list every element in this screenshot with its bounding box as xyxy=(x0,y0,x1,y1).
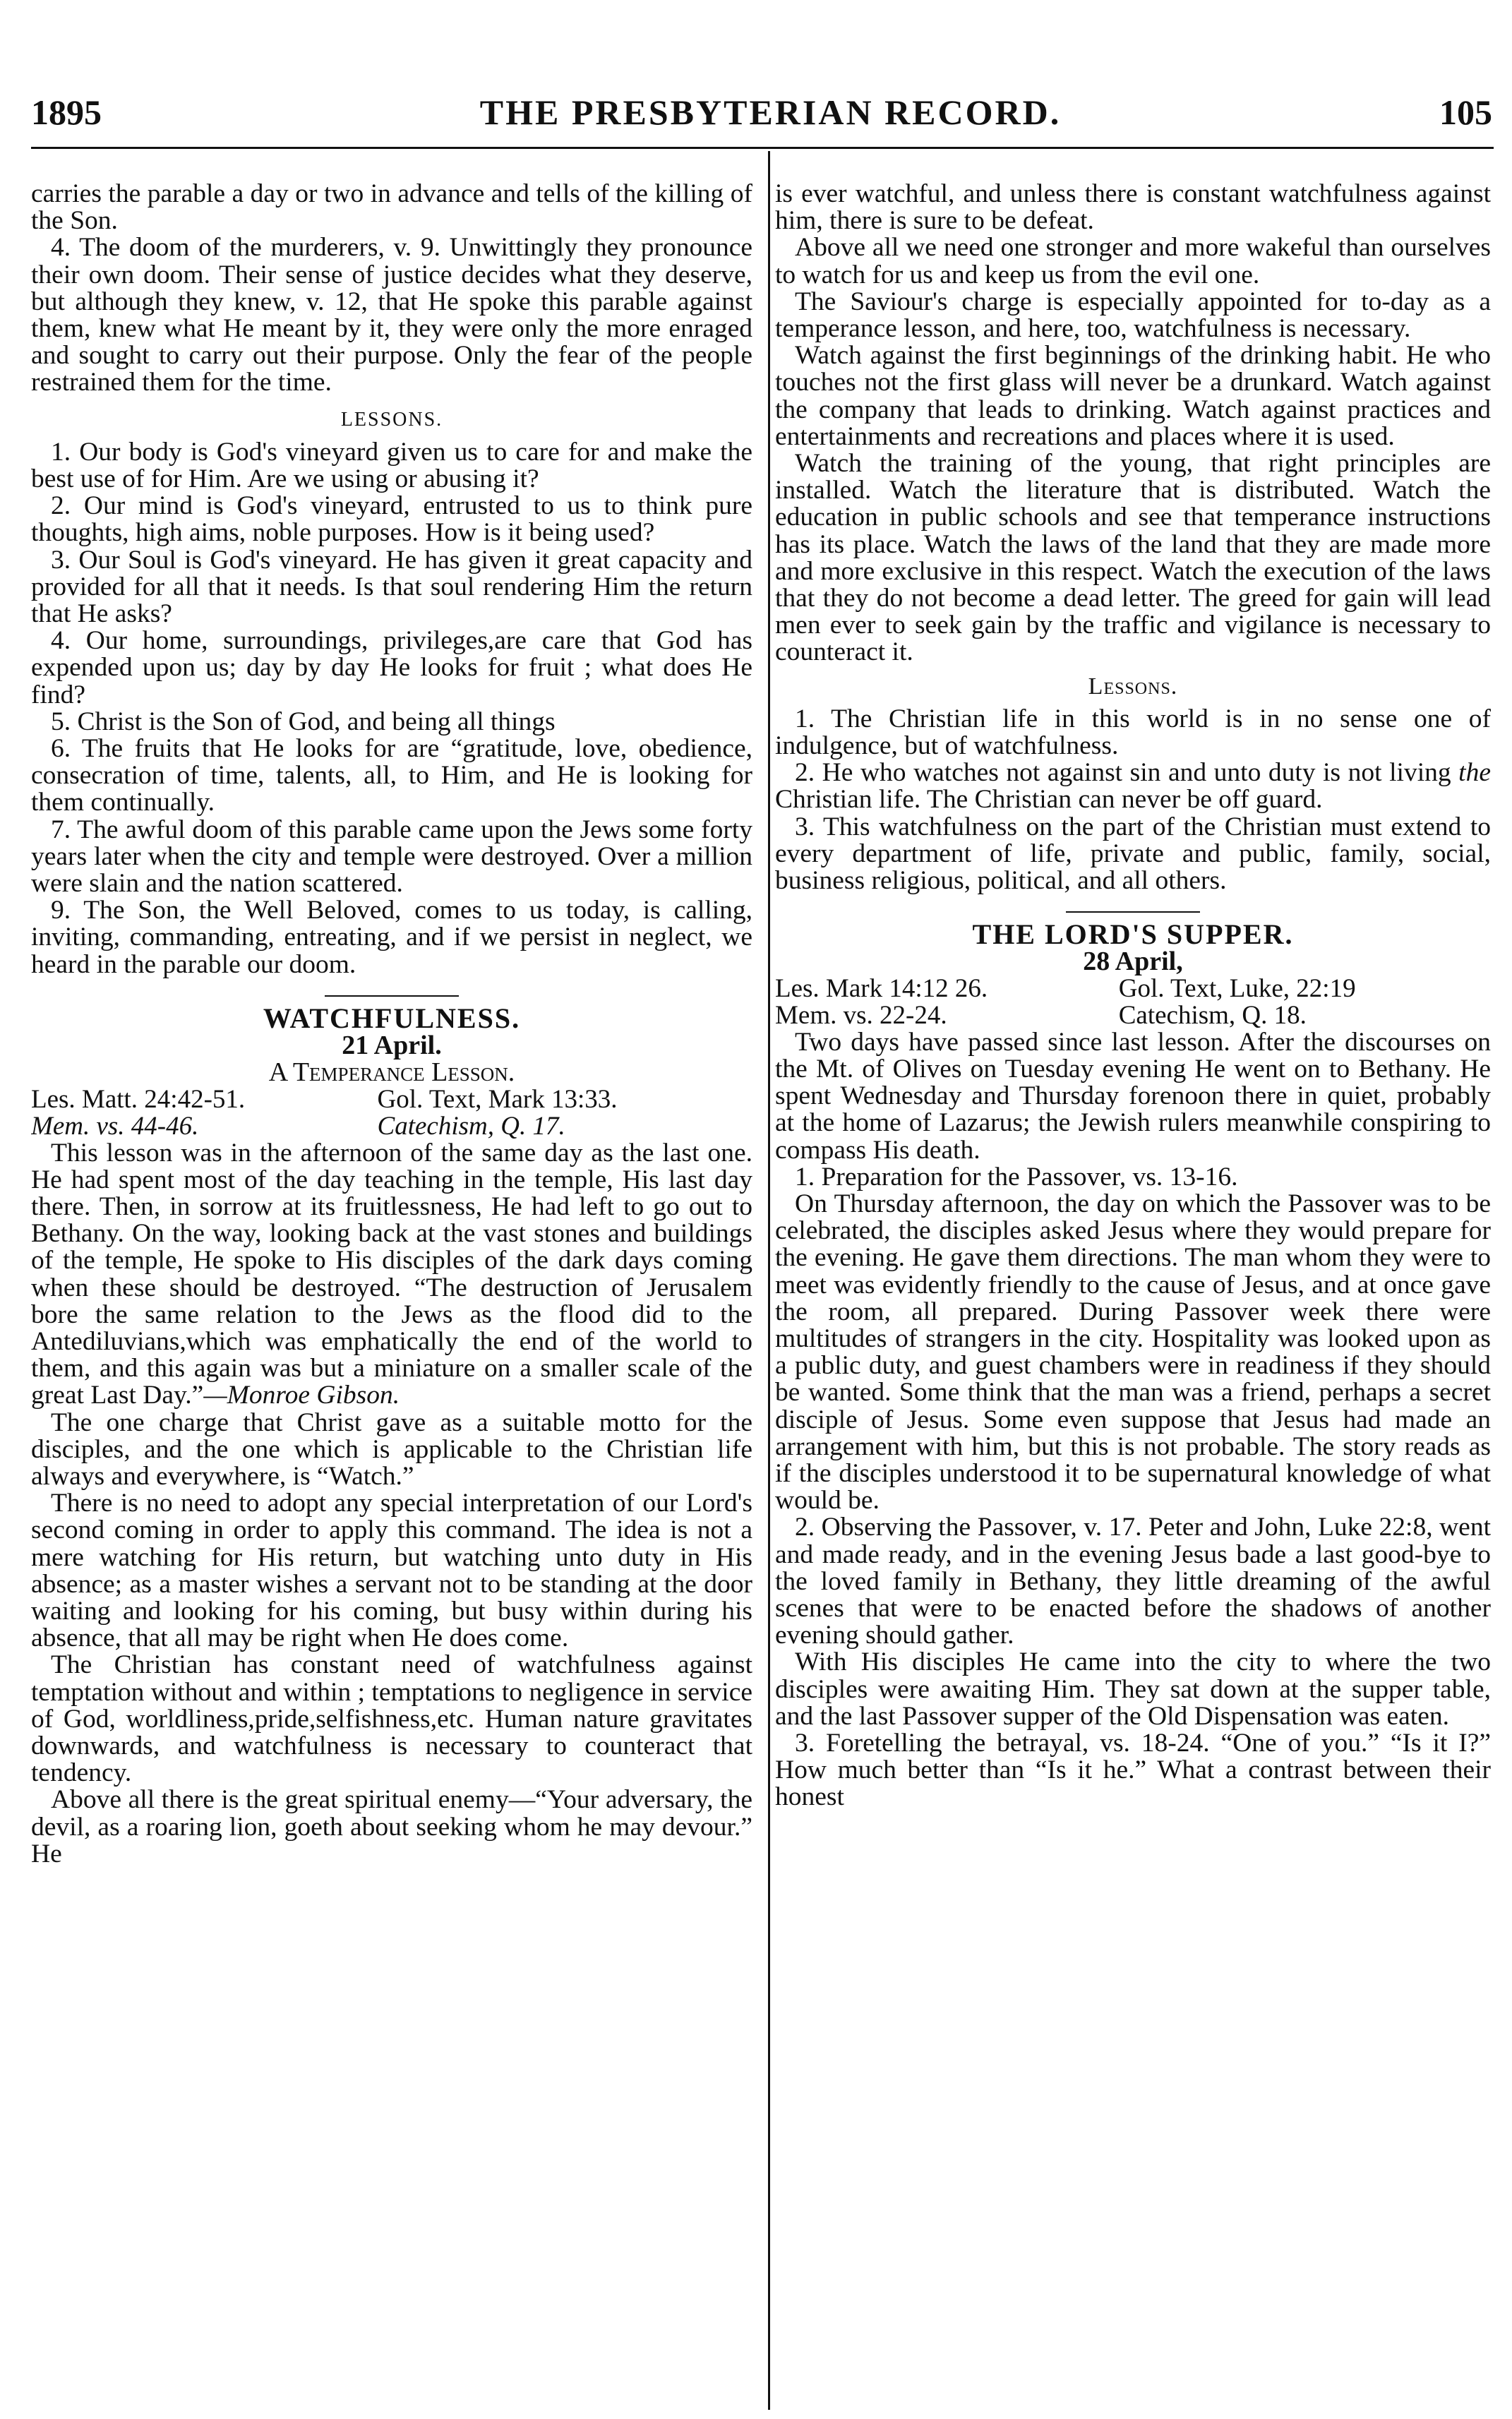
lesson-item: 7. The awful doom of this parable came upon the Jews some forty years later when the city and temple were destroyed. Over a million were slain and the nation scattered. xyxy=(31,815,752,899)
paragraph: 1. Preparation for the Passover, vs. 13-16. xyxy=(795,1162,1238,1192)
page-header xyxy=(31,76,1492,133)
section-divider xyxy=(325,995,459,997)
section-subtitle: A Temperance Lesson. xyxy=(268,1057,515,1088)
paragraph-text: This lesson was in the afternoon of the same day as the last one. He had spent most of the day teaching in the temple, His last day there. Then, in sorrow at its fruitlessness, He had left to go out to Bethany. On the way, looking back at the vast stones and buildings of the temple, He spoke to His disciples of the dark days coming when these should be destroyed. “The destruction of Jerusalem bore the same relation to the Jews as the flood did to the Antediluvians,which was emphatically the end of the world to them, and this again was but a miniature on a smaller scale of the great Last Day.” xyxy=(31,1138,752,1410)
paragraph: 2. Observing the Passover, v. 17. Peter and John, Luke 22:8, went and made ready, and in the evening Jesus bade a last good-bye to the loved family in Bethany, they little dreaming of the awful scenes that were to be enacted before the shadows of another evening should gather. xyxy=(775,1513,1491,1650)
right-column xyxy=(775,181,1491,2411)
lesson-item: 3. This watchfulness on the part of the Christian must extend to every department of life, private and public, family, social, business religious, political, and all others. xyxy=(775,812,1491,896)
paragraph: The one charge that Christ gave as a suitable motto for the disciples, and the one which is applicable to the Christian life always and everywhere, is “Watch.” xyxy=(31,1407,752,1491)
lesson-item: 5. Christ is the Son of God, and being all things xyxy=(51,707,556,736)
lesson-item: 1. Our body is God's vineyard given us to care for and make the best use of for Him. Are we using or abusing it? xyxy=(31,437,752,494)
lesson-reference: Les. Matt. 24:42-51. xyxy=(31,1084,246,1114)
lesson-item: 6. The fruits that He looks for are “gratitude, love, obedience, consecration of time, talents, all, to Him, and He is looking for them continually. xyxy=(31,734,752,817)
citation: —Monroe Gibson. xyxy=(203,1381,400,1410)
lesson-meta-row xyxy=(775,973,1491,1003)
lesson-item: 9. The Son, the Well Beloved, comes to us today, is calling, inviting, commanding, entreating, and if we persist in neglect, we heard in the parable our doom. xyxy=(31,896,752,979)
header-year: 1895 xyxy=(31,92,102,132)
catechism: Catechism, Q. 17. xyxy=(377,1111,565,1141)
page-number: 105 xyxy=(1439,92,1492,132)
paragraph: There is no need to adopt any special interpretation of our Lord's second coming in order to apply this command. The idea is not a mere watching for His return, but watching unto duty in His absence; as a master wishes a servant not to be standing at the door waiting and looking for his coming, but busy within during his absence, that all may be right when He does come. xyxy=(31,1489,752,1653)
publication-title: THE PRESBYTERIAN RECORD. xyxy=(479,92,1062,132)
paragraph xyxy=(31,1140,752,1410)
lesson-meta-row xyxy=(31,1113,752,1140)
lesson-item: 3. Our Soul is God's vineyard. He has given it great capacity and provided for all that it needs. Is that soul rendering Him the return that He asks? xyxy=(31,545,752,629)
lesson-item: 4. Our home, surroundings, privileges,are care that God has expended upon us; day by day He looks for fruit ; what does He find? xyxy=(31,626,752,709)
lesson-meta-row xyxy=(31,1086,752,1113)
section-date: 28 April, xyxy=(1083,947,1183,977)
lesson-meta-row xyxy=(775,1002,1491,1029)
paragraph: Above all we need one stronger and more wakeful than ourselves to watch for us and keep us from the evil one. xyxy=(775,233,1491,289)
paragraph: Watch against the first beginnings of the drinking habit. He who touches not the first glass will never be a drunkard. Watch against the company that leads to drinking. Watch against practices and entertainments and recreations and places where it is used. xyxy=(775,341,1491,451)
lesson-reference: Les. Mark 14:12 26. xyxy=(775,973,988,1003)
section-title: WATCHFULNESS. xyxy=(263,1002,521,1034)
lesson-item xyxy=(775,760,1491,813)
left-column xyxy=(31,181,752,2411)
catechism: Catechism, Q. 18. xyxy=(1118,1000,1307,1030)
paragraph: The Saviour's charge is especially appointed for to-day as a temperance lesson, and here, too, watchfulness is necessary. xyxy=(775,287,1491,344)
paragraph: Watch the training of the young, that right principles are installed. Watch the literature that is distributed. Watch the education in public schools and see that temperance instructions has its place. Watch the laws of the land that they are made more and more exclusive in this respect. Watch the execution of the laws that they do not become a dead letter. The greed for gain will lead men ever to seek gain by the traffic and vigilance is necessary to counteract it. xyxy=(775,449,1491,667)
section-divider xyxy=(1066,911,1200,913)
memory-verses: Mem. vs. 22-24. xyxy=(775,1000,947,1030)
lesson-item: 2. Our mind is God's vineyard, entrusted to us to think pure thoughts, high aims, noble purposes. How is it being used? xyxy=(31,491,752,548)
lesson-item: 1. The Christian life in this world is in no sense one of indulgence, but of watchfulness. xyxy=(775,704,1491,761)
section-title: THE LORD'S SUPPER. xyxy=(972,918,1294,951)
paragraph: 4. The doom of the murderers, v. 9. Unwittingly they pronounce their own doom. Their sense of justice decides what they deserve, but although they knew, v. 12, that He spoke this parable against them, knew what He meant by it, they were only the more enraged and sought to carry out their purpose. Only the fear of the people restrained them for the time. xyxy=(31,233,752,397)
paragraph: With His disciples He came into the city to where the two disciples were awaiting Him. They sat down at the supper table, and the last Passover supper of the Old Dispensation was eaten. xyxy=(775,1647,1491,1731)
section-date: 21 April. xyxy=(342,1031,442,1061)
paragraph: 3. Foretelling the betrayal, vs. 18-24. “One of you.” “Is it I?” How much better than “Is it he.” What a contrast between their honest xyxy=(775,1728,1491,1812)
paragraph: is ever watchful, and unless there is constant watchfulness against him, there is sure to be defeat. xyxy=(775,181,1491,236)
golden-text: Gol. Text, Luke, 22:19 xyxy=(1118,973,1356,1003)
golden-text: Gol. Text, Mark 13:33. xyxy=(377,1084,618,1114)
memory-verses: Mem. vs. 44-46. xyxy=(31,1111,199,1141)
paragraph: On Thursday afternoon, the day on which the Passover was to be celebrated, the disciples asked Jesus where they would prepare for the evening. He gave them directions. The man whom they were to meet was evidently friendly to the cause of Jesus, and at once gave the room, all prepared. During Passover week there were multitudes of strangers in the city. Hospitality was looked upon as a public duty, and guest chambers were in readiness if they should be wanted. Some think that the man was a friend, perhaps a secret disciple of Jesus. Some even suppose that Jesus had made an arrangement with him, but this is not probable. The story reads as if the disciples understood it to be supernatural knowledge of what would be. xyxy=(775,1189,1491,1515)
lesson-text: 2. He who watches not against sin and unto duty is not living xyxy=(795,758,1459,788)
header-rule xyxy=(31,147,1494,149)
paragraph: The Christian has constant need of watchfulness against temptation without and within ; temptations to negligence in service of God, worldliness,pride,selfishness,etc. Human nature gravitates downwards, and watchfulness is necessary to counteract that tendency. xyxy=(31,1650,752,1788)
column-rule xyxy=(768,151,770,2410)
lessons-heading: Lessons. xyxy=(1088,673,1178,700)
lesson-emphasis: the xyxy=(1458,758,1491,788)
paragraph: Above all there is the great spiritual enemy—“Your adversary, the devil, as a roaring lion, goeth about seeking whom he may devour.” He xyxy=(31,1785,752,1868)
lessons-heading: LESSONS. xyxy=(340,408,443,431)
lesson-text: Christian life. The Christian can never be off guard. xyxy=(775,785,1323,815)
paragraph: carries the parable a day or two in advance and tells of the killing of the Son. xyxy=(31,181,752,236)
paragraph: Two days have passed since last lesson. After the discourses on the Mt. of Olives on Tuesday evening He went on to Bethany. He spent Wednesday and Thursday forenoon there in quiet, probably at the home of Lazarus; the Jewish rulers meanwhile conspiring to compass His death. xyxy=(775,1027,1491,1165)
